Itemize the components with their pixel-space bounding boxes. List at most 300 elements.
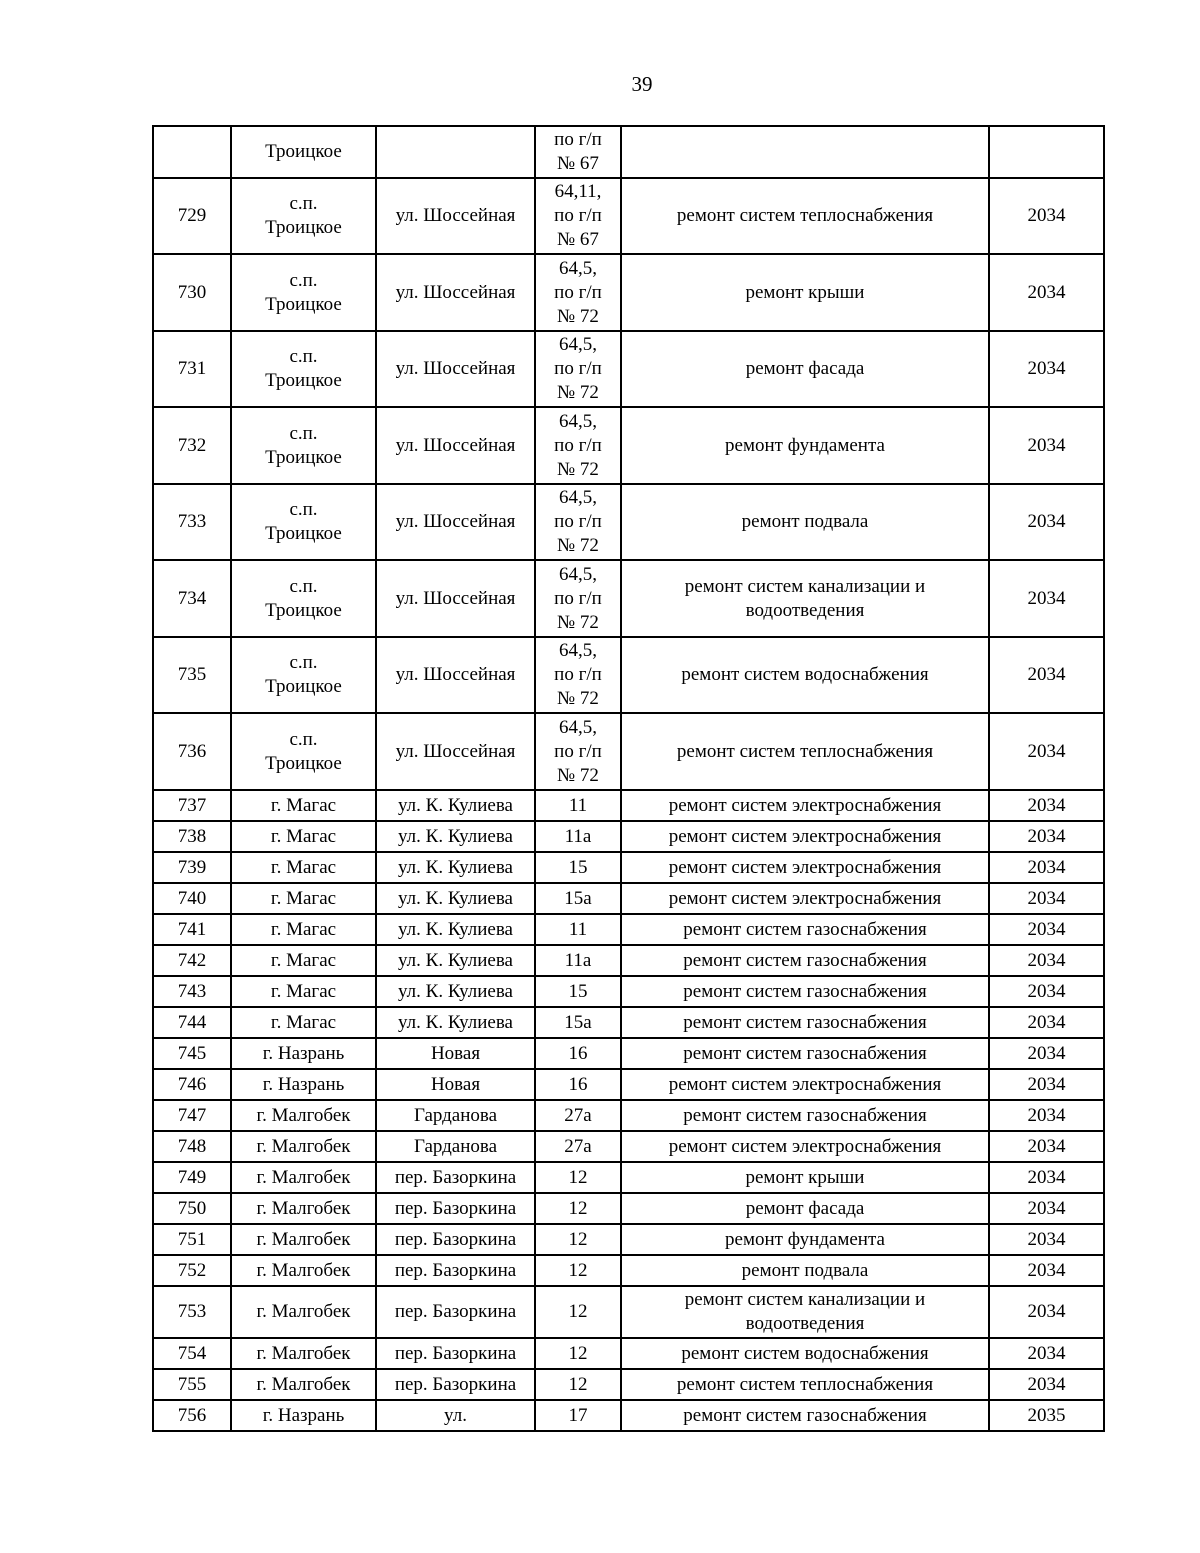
cell-work-type: [621, 1038, 989, 1069]
table-row: [153, 1069, 1104, 1100]
cell-number: [153, 821, 231, 852]
cell-settlement: [231, 1286, 376, 1338]
cell-house: [535, 1038, 621, 1069]
table-row: [153, 883, 1104, 914]
cell-number: [153, 1255, 231, 1286]
cell-work-type: [621, 1069, 989, 1100]
cell-year-text: 2034: [1027, 1259, 1066, 1281]
cell-house: [535, 1369, 621, 1400]
cell-house-text: 12: [568, 1373, 588, 1395]
cell-year: [989, 126, 1104, 178]
cell-year: [989, 254, 1104, 331]
cell-work-type: [621, 713, 989, 790]
cell-number: [153, 1338, 231, 1369]
cell-number-text: 736: [177, 740, 207, 762]
cell-year: [989, 914, 1104, 945]
cell-street: [376, 560, 535, 637]
table-row: [153, 178, 1104, 254]
cell-number: [153, 254, 231, 331]
cell-house-text: 64,5, по г/п № 72: [554, 640, 602, 709]
cell-street-text: ул. Шоссейная: [395, 281, 516, 303]
cell-settlement: [231, 484, 376, 560]
cell-year-text: 2034: [1027, 587, 1066, 609]
cell-work-type: [621, 1131, 989, 1162]
cell-settlement-text: г. Магас: [270, 825, 337, 847]
cell-number-text: 742: [177, 949, 207, 971]
cell-work-type-text: ремонт крыши: [745, 281, 865, 303]
cell-year-text: 2034: [1027, 856, 1066, 878]
cell-settlement-text: г. Магас: [270, 887, 337, 909]
cell-street: [376, 790, 535, 821]
cell-house: [535, 1224, 621, 1255]
cell-house: [535, 484, 621, 560]
cell-work-type-text: ремонт систем газоснабжения: [683, 980, 927, 1002]
cell-street-text: ул. Шоссейная: [395, 587, 516, 609]
cell-street-text: ул.: [444, 1404, 467, 1426]
table-row: [153, 821, 1104, 852]
cell-house-text: 15: [568, 980, 588, 1002]
cell-house-text: 12: [568, 1166, 588, 1188]
cell-work-type-text: ремонт систем канализации и водоотведения: [684, 575, 926, 621]
cell-work-type: [621, 821, 989, 852]
cell-house-text: 12: [568, 1342, 588, 1364]
cell-year: [989, 852, 1104, 883]
cell-work-type: [621, 1224, 989, 1255]
cell-number-text: 732: [177, 434, 207, 456]
cell-settlement: [231, 945, 376, 976]
cell-work-type-text: ремонт систем электроснабжения: [668, 825, 942, 847]
table-row: [153, 914, 1104, 945]
cell-house: [535, 1007, 621, 1038]
cell-street: [376, 1193, 535, 1224]
cell-street: [376, 976, 535, 1007]
cell-settlement: [231, 1400, 376, 1431]
cell-house: [535, 1069, 621, 1100]
cell-street-text: ул. К. Кулиева: [398, 1011, 513, 1033]
cell-settlement-text: г. Магас: [270, 1011, 337, 1033]
cell-house: [535, 790, 621, 821]
cell-year: [989, 790, 1104, 821]
cell-settlement-text: с.п. Троицкое: [265, 422, 342, 468]
cell-number: [153, 178, 231, 254]
cell-number: [153, 1038, 231, 1069]
cell-settlement: [231, 178, 376, 254]
cell-work-type-text: ремонт систем газоснабжения: [683, 949, 927, 971]
cell-house-text: 11: [568, 794, 588, 816]
cell-settlement-text: г. Назрань: [262, 1404, 345, 1426]
cell-house: [535, 1286, 621, 1338]
cell-work-type-text: ремонт систем канализации и водоотведения: [684, 1289, 926, 1334]
cell-settlement: [231, 560, 376, 637]
cell-settlement: [231, 1162, 376, 1193]
cell-number: [153, 976, 231, 1007]
table-row: [153, 1038, 1104, 1069]
cell-street: [376, 254, 535, 331]
cell-number: [153, 914, 231, 945]
cell-work-type-text: ремонт систем электроснабжения: [668, 887, 942, 909]
cell-house: [535, 1193, 621, 1224]
cell-street: [376, 331, 535, 407]
cell-house: [535, 1400, 621, 1431]
cell-street: [376, 713, 535, 790]
cell-settlement: [231, 1131, 376, 1162]
cell-street-text: ул. К. Кулиева: [398, 856, 513, 878]
cell-settlement: [231, 914, 376, 945]
table-row: [153, 1007, 1104, 1038]
cell-settlement-text: г. Магас: [270, 856, 337, 878]
cell-settlement: [231, 1224, 376, 1255]
cell-year: [989, 484, 1104, 560]
cell-number-text: 729: [177, 205, 207, 226]
cell-work-type-text: ремонт систем газоснабжения: [683, 1104, 927, 1126]
cell-settlement-text: г. Магас: [270, 949, 337, 971]
cell-settlement-text: с.п. Троицкое: [265, 728, 342, 774]
cell-year: [989, 407, 1104, 484]
cell-house-text: 64,5, по г/п № 72: [554, 716, 602, 786]
cell-year: [989, 178, 1104, 254]
cell-year: [989, 1069, 1104, 1100]
cell-settlement-text: с.п. Троицкое: [265, 499, 342, 544]
cell-year-text: 2034: [1027, 1104, 1066, 1126]
cell-number-text: 748: [177, 1135, 207, 1157]
cell-settlement: [231, 331, 376, 407]
cell-settlement-text: г. Малгобек: [256, 1301, 351, 1322]
cell-street-text: ул. Шоссейная: [395, 511, 516, 532]
cell-year-text: 2034: [1027, 1166, 1066, 1188]
cell-year-text: 2034: [1027, 1011, 1066, 1033]
cell-work-type-text: ремонт систем теплоснабжения: [676, 1373, 934, 1395]
cell-settlement: [231, 1255, 376, 1286]
cell-work-type: [621, 637, 989, 713]
cell-year: [989, 560, 1104, 637]
table-row: [153, 407, 1104, 484]
cell-work-type-text: ремонт систем газоснабжения: [683, 1011, 927, 1033]
cell-settlement: [231, 1369, 376, 1400]
cell-settlement-text: Троицкое: [265, 141, 342, 162]
table-row: [153, 1338, 1104, 1369]
cell-year-text: 2034: [1027, 794, 1066, 816]
table-row: [153, 126, 1104, 178]
cell-number-text: 751: [177, 1228, 207, 1250]
cell-year: [989, 1338, 1104, 1369]
cell-house-text: 16: [568, 1042, 588, 1064]
cell-work-type-text: ремонт систем водоснабжения: [681, 664, 929, 685]
cell-house-text: 64,5, по г/п № 72: [554, 563, 602, 633]
cell-year-text: 2034: [1027, 918, 1066, 940]
cell-work-type: [621, 945, 989, 976]
page-number: 39: [631, 72, 653, 96]
cell-settlement: [231, 407, 376, 484]
cell-number: [153, 945, 231, 976]
cell-street-text: пер. Базоркина: [394, 1342, 517, 1364]
table-row: [153, 1100, 1104, 1131]
cell-work-type: [621, 484, 989, 560]
cell-settlement-text: г. Малгобек: [256, 1259, 351, 1281]
cell-number-text: 730: [177, 281, 207, 303]
table-row: [153, 852, 1104, 883]
cell-work-type: [621, 1286, 989, 1338]
cell-number-text: 752: [177, 1259, 207, 1281]
cell-settlement: [231, 976, 376, 1007]
cell-house-text: 11: [568, 918, 588, 940]
cell-work-type-text: ремонт систем газоснабжения: [683, 1404, 927, 1426]
cell-year: [989, 1286, 1104, 1338]
cell-settlement: [231, 637, 376, 713]
cell-number: [153, 1007, 231, 1038]
cell-number: [153, 484, 231, 560]
cell-street: [376, 1369, 535, 1400]
cell-number-text: 741: [177, 918, 207, 940]
cell-year-text: 2034: [1027, 825, 1066, 847]
table-row: [153, 484, 1104, 560]
cell-year-text: 2034: [1027, 434, 1066, 456]
cell-house: [535, 1162, 621, 1193]
cell-house-text: 12: [568, 1197, 588, 1219]
cell-house: [535, 713, 621, 790]
cell-year: [989, 1131, 1104, 1162]
cell-year-text: 2034: [1027, 1197, 1066, 1219]
cell-work-type-text: ремонт фасада: [745, 358, 865, 379]
cell-house: [535, 407, 621, 484]
cell-house: [535, 637, 621, 713]
cell-street: [376, 1400, 535, 1431]
cell-work-type: [621, 1338, 989, 1369]
cell-year-text: 2034: [1027, 1342, 1066, 1364]
cell-year: [989, 637, 1104, 713]
cell-number: [153, 713, 231, 790]
cell-settlement: [231, 1193, 376, 1224]
cell-number-text: 744: [177, 1011, 207, 1033]
table-row: [153, 1369, 1104, 1400]
cell-street-text: ул. К. Кулиева: [398, 794, 513, 816]
cell-street: [376, 852, 535, 883]
cell-work-type: [621, 1369, 989, 1400]
cell-settlement: [231, 1100, 376, 1131]
cell-year: [989, 713, 1104, 790]
cell-street-text: Новая: [430, 1042, 481, 1064]
cell-year: [989, 331, 1104, 407]
cell-work-type-text: ремонт подвала: [741, 511, 869, 532]
cell-settlement-text: с.п. Троицкое: [265, 193, 342, 238]
cell-year-text: 2034: [1027, 1073, 1066, 1095]
cell-house-text: 12: [568, 1301, 588, 1322]
cell-number: [153, 560, 231, 637]
cell-year-text: 2034: [1027, 1373, 1066, 1395]
cell-number-text: 743: [177, 980, 207, 1002]
cell-work-type: [621, 1255, 989, 1286]
cell-settlement-text: г. Малгобек: [256, 1166, 351, 1188]
cell-year: [989, 1224, 1104, 1255]
cell-year-text: 2034: [1027, 740, 1066, 762]
cell-year-text: 2034: [1027, 1135, 1066, 1157]
cell-work-type: [621, 1162, 989, 1193]
cell-settlement-text: г. Магас: [270, 794, 337, 816]
cell-house-text: 64,5, по г/п № 72: [554, 257, 602, 327]
cell-settlement: [231, 126, 376, 178]
cell-street: [376, 178, 535, 254]
cell-work-type-text: ремонт систем электроснабжения: [668, 1073, 942, 1095]
cell-year: [989, 821, 1104, 852]
cell-work-type: [621, 126, 989, 178]
cell-work-type: [621, 1400, 989, 1431]
cell-house: [535, 1131, 621, 1162]
cell-house-text: 17: [568, 1404, 588, 1426]
cell-street: [376, 1224, 535, 1255]
cell-street-text: ул. Шоссейная: [395, 358, 516, 379]
cell-street-text: пер. Базоркина: [394, 1259, 517, 1281]
cell-settlement-text: г. Малгобек: [256, 1135, 351, 1157]
cell-number: [153, 1286, 231, 1338]
table-body: [153, 126, 1104, 1431]
cell-number-text: 731: [177, 358, 207, 379]
table-row: [153, 1193, 1104, 1224]
cell-year-text: 2034: [1027, 281, 1066, 303]
cell-street: [376, 1131, 535, 1162]
cell-year: [989, 976, 1104, 1007]
cell-street: [376, 945, 535, 976]
cell-number-text: 746: [177, 1073, 207, 1095]
cell-settlement-text: г. Малгобек: [256, 1373, 351, 1395]
cell-number: [153, 126, 231, 178]
cell-year: [989, 1193, 1104, 1224]
table-row: [153, 1286, 1104, 1338]
cell-house: [535, 883, 621, 914]
cell-house-text: 27а: [564, 1135, 592, 1157]
cell-number-text: 747: [177, 1104, 207, 1126]
cell-number-text: 738: [177, 825, 207, 847]
cell-settlement: [231, 713, 376, 790]
cell-street-text: Гарданова: [413, 1135, 498, 1157]
cell-work-type: [621, 407, 989, 484]
cell-number-text: 740: [177, 887, 207, 909]
cell-number: [153, 407, 231, 484]
cell-street: [376, 1038, 535, 1069]
cell-settlement: [231, 883, 376, 914]
cell-work-type-text: ремонт фасада: [745, 1197, 865, 1219]
cell-year-text: 2034: [1027, 664, 1066, 685]
cell-year: [989, 883, 1104, 914]
cell-work-type: [621, 914, 989, 945]
cell-year: [989, 1255, 1104, 1286]
table-row: [153, 790, 1104, 821]
cell-year-text: 2034: [1027, 205, 1066, 226]
cell-house: [535, 1100, 621, 1131]
cell-number-text: 749: [177, 1166, 207, 1188]
table-row: [153, 254, 1104, 331]
cell-year-text: 2034: [1027, 1301, 1066, 1322]
cell-house: [535, 914, 621, 945]
cell-number: [153, 1369, 231, 1400]
cell-work-type: [621, 852, 989, 883]
cell-number: [153, 1069, 231, 1100]
table-row: [153, 976, 1104, 1007]
cell-year: [989, 1100, 1104, 1131]
cell-year-text: 2034: [1027, 511, 1066, 532]
cell-street: [376, 1162, 535, 1193]
cell-street: [376, 1100, 535, 1131]
repair-schedule-table: [152, 125, 1105, 1432]
cell-year-text: 2034: [1027, 980, 1066, 1002]
cell-street-text: пер. Базоркина: [394, 1228, 517, 1250]
cell-street-text: Новая: [430, 1073, 481, 1095]
cell-street: [376, 1286, 535, 1338]
cell-year: [989, 945, 1104, 976]
cell-work-type: [621, 1193, 989, 1224]
cell-settlement: [231, 821, 376, 852]
cell-street-text: ул. К. Кулиева: [398, 918, 513, 940]
cell-house-text: 11а: [564, 949, 592, 971]
cell-street: [376, 1338, 535, 1369]
cell-year: [989, 1369, 1104, 1400]
cell-settlement-text: с.п. Троицкое: [265, 575, 342, 621]
cell-house-text: 12: [568, 1228, 588, 1250]
cell-house-text: 64,11, по г/п № 67: [554, 181, 602, 250]
cell-number-text: 755: [177, 1373, 207, 1395]
cell-street: [376, 1007, 535, 1038]
cell-street-text: ул. К. Кулиева: [398, 949, 513, 971]
cell-number: [153, 852, 231, 883]
cell-number-text: 754: [177, 1342, 207, 1364]
cell-year-text: 2034: [1027, 949, 1066, 971]
cell-street-text: пер. Базоркина: [394, 1166, 517, 1188]
cell-settlement-text: г. Назрань: [262, 1073, 345, 1095]
cell-settlement-text: г. Малгобек: [256, 1228, 351, 1250]
cell-year-text: 2035: [1027, 1404, 1066, 1426]
cell-number-text: 739: [177, 856, 207, 878]
table-row: [153, 1255, 1104, 1286]
cell-year: [989, 1007, 1104, 1038]
cell-street-text: ул. К. Кулиева: [398, 825, 513, 847]
cell-work-type: [621, 976, 989, 1007]
cell-number-text: 745: [177, 1042, 207, 1064]
table-row: [153, 331, 1104, 407]
table-row: [153, 637, 1104, 713]
cell-street: [376, 484, 535, 560]
cell-number: [153, 1224, 231, 1255]
cell-house-text: 16: [568, 1073, 588, 1095]
cell-street: [376, 914, 535, 945]
cell-street: [376, 407, 535, 484]
cell-work-type-text: ремонт крыши: [745, 1166, 865, 1188]
cell-street: [376, 883, 535, 914]
cell-house: [535, 1255, 621, 1286]
cell-house: [535, 560, 621, 637]
cell-house-text: 64,5, по г/п № 72: [554, 487, 602, 556]
cell-number: [153, 1400, 231, 1431]
cell-settlement-text: г. Магас: [270, 980, 337, 1002]
cell-house-text: 11а: [564, 825, 592, 847]
cell-street-text: ул. К. Кулиева: [398, 980, 513, 1002]
cell-house-text: 15а: [564, 887, 592, 909]
cell-house: [535, 976, 621, 1007]
cell-settlement-text: г. Магас: [270, 918, 337, 940]
cell-house-text: 15а: [564, 1011, 592, 1033]
cell-house: [535, 254, 621, 331]
cell-work-type-text: ремонт систем теплоснабжения: [676, 740, 934, 762]
cell-settlement-text: г. Назрань: [262, 1042, 345, 1064]
cell-work-type-text: ремонт систем электроснабжения: [668, 794, 942, 816]
cell-year-text: 2034: [1027, 1042, 1066, 1064]
cell-work-type-text: ремонт систем газоснабжения: [683, 918, 927, 940]
cell-settlement-text: с.п. Троицкое: [265, 346, 342, 391]
cell-street: [376, 1255, 535, 1286]
cell-house: [535, 1338, 621, 1369]
cell-year: [989, 1038, 1104, 1069]
cell-street-text: пер. Базоркина: [394, 1197, 517, 1219]
cell-year-text: 2034: [1027, 887, 1066, 909]
cell-number: [153, 1162, 231, 1193]
cell-settlement: [231, 1007, 376, 1038]
